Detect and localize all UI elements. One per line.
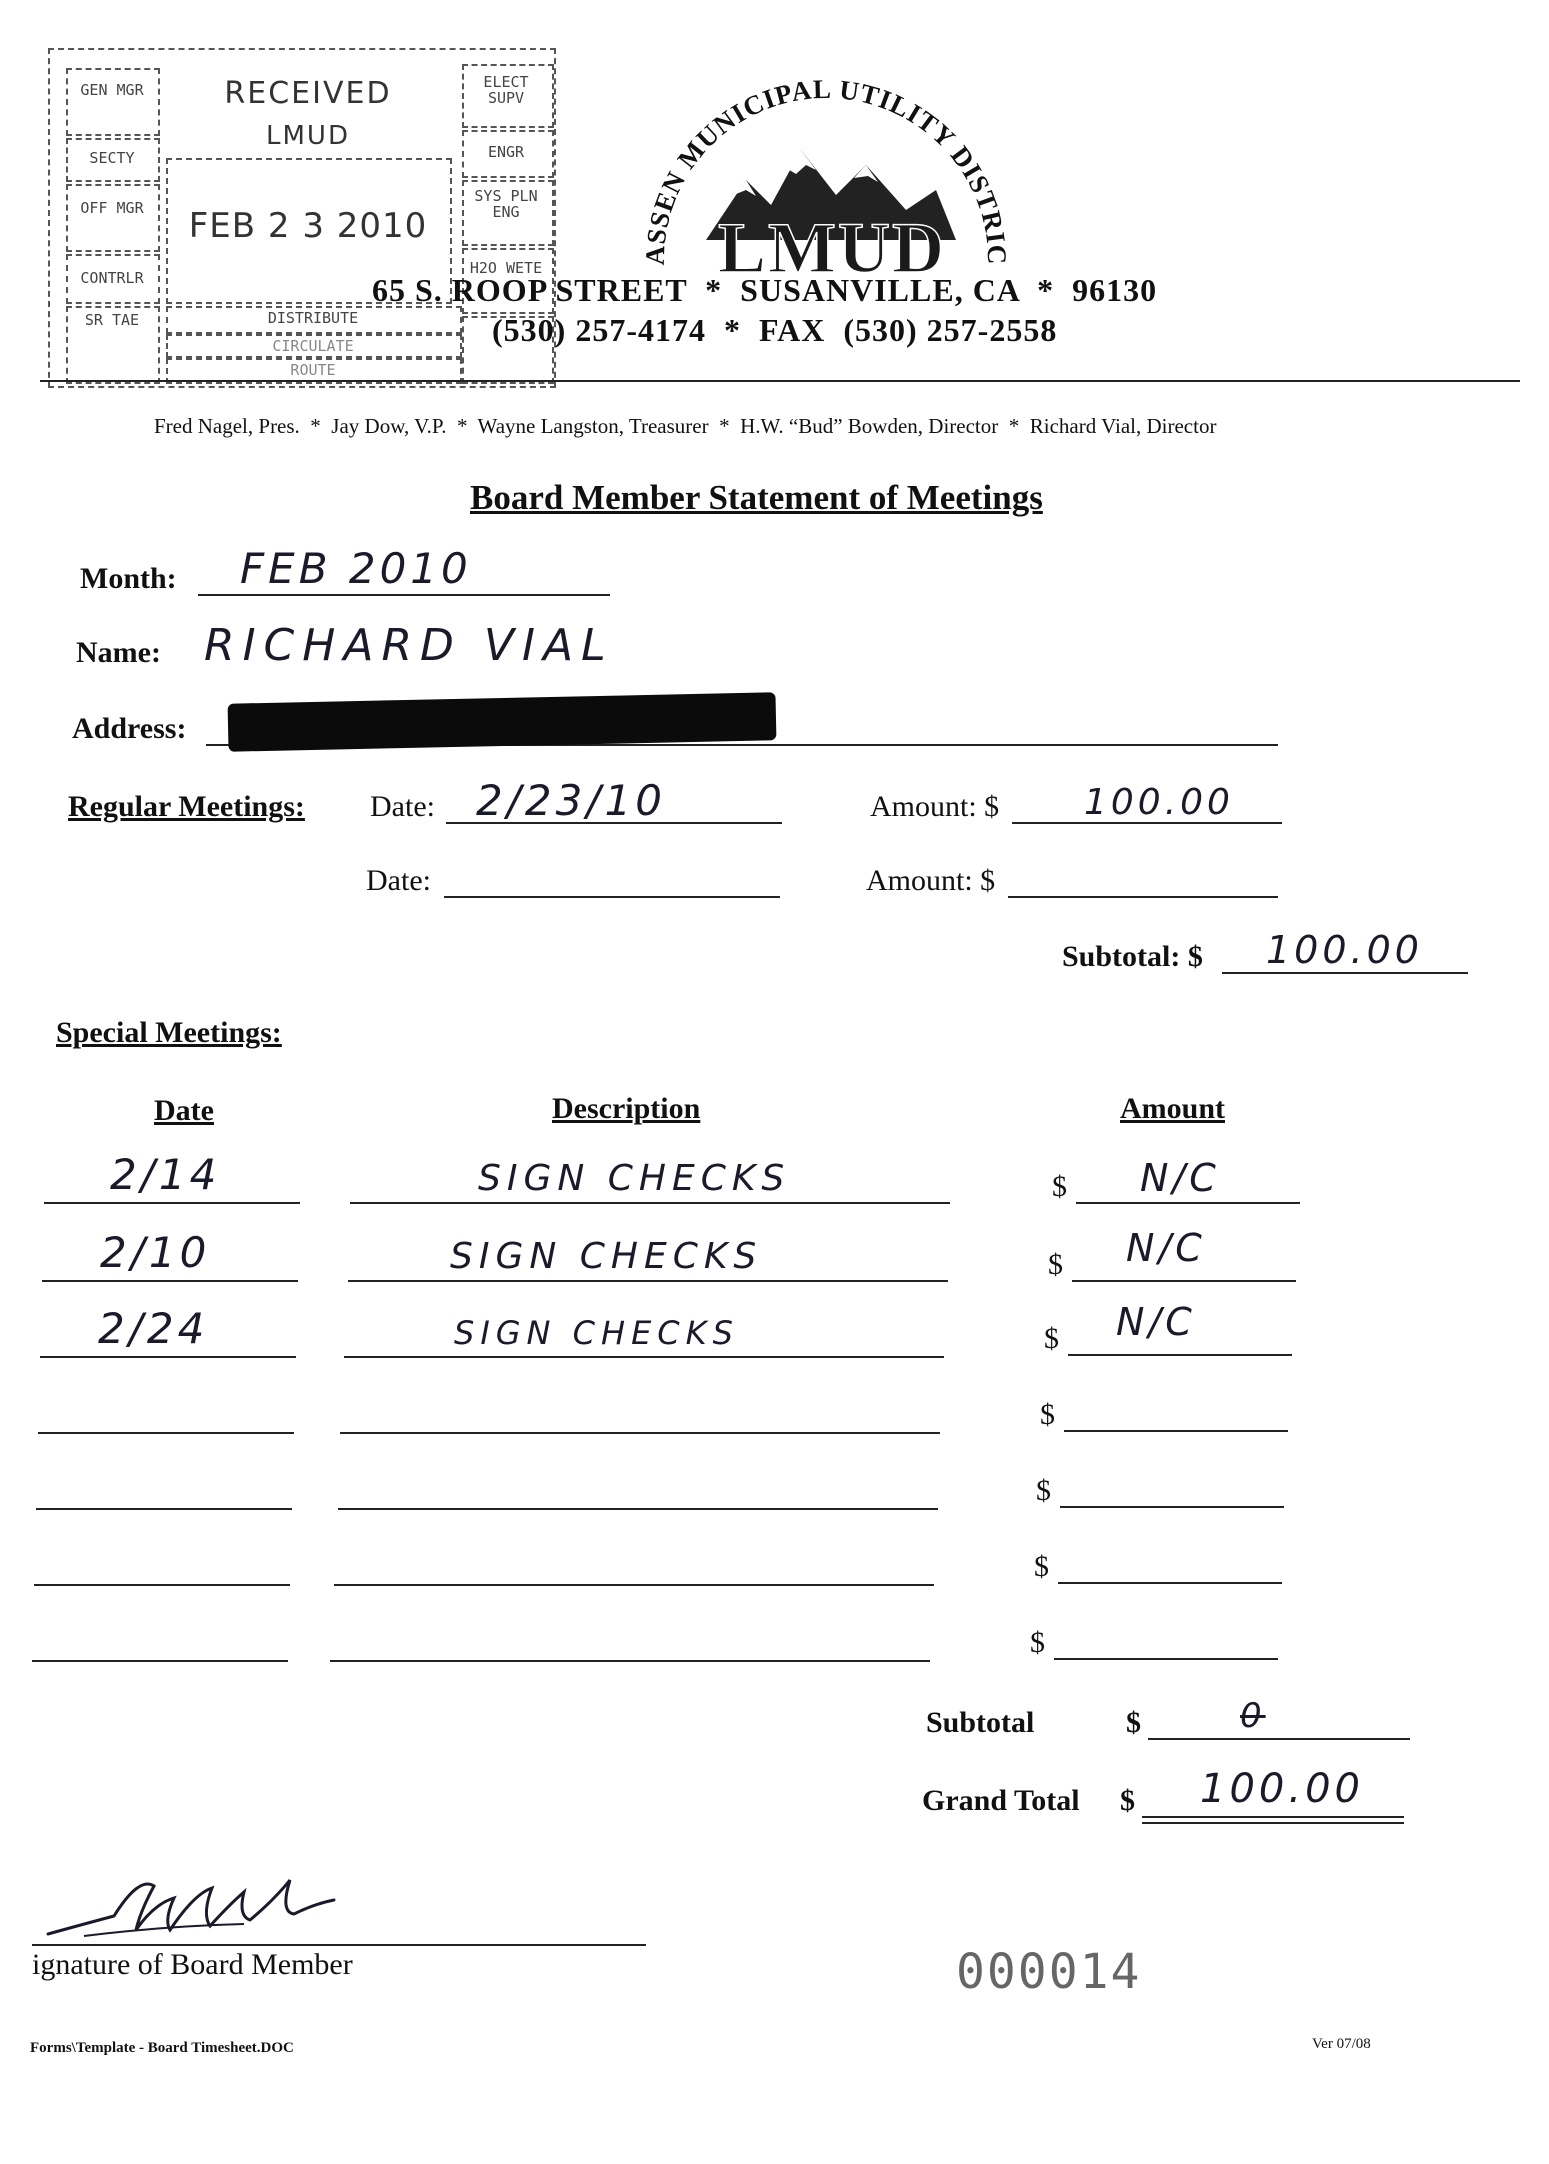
- special-amount-line-2: [1072, 1280, 1296, 1282]
- special-date-line-6: [34, 1584, 290, 1586]
- regular-date-line-2: [444, 896, 780, 898]
- month-value: FEB 2010: [240, 544, 472, 593]
- phone-line: (530) 257-4174 * FAX (530) 257-2558: [492, 312, 1058, 348]
- special-currency-2: $: [1048, 1248, 1063, 1281]
- special-amount-line-7: [1054, 1658, 1278, 1660]
- board-members-line: Fred Nagel, Pres. * Jay Dow, V.P. * Wayne Langston, Treasurer * H.W. “Bud” Bowden, Director * Richard Vial, Director: [154, 414, 1217, 438]
- stamp-cell-gen-mgr: GEN MGR: [80, 81, 144, 99]
- address-redaction: [228, 692, 777, 751]
- regular-subtotal-label: Subtotal: $: [1062, 940, 1203, 973]
- special-amount-line-3: [1068, 1354, 1292, 1356]
- regular-amount-label-1: Amount: $: [870, 790, 1000, 823]
- signature-label: ignature of Board Member: [32, 1948, 353, 1981]
- special-amount-line-6: [1058, 1582, 1282, 1584]
- stamp-org: LMUD: [266, 121, 350, 151]
- name-value: RICHARD VIAL: [204, 620, 614, 671]
- special-currency-1: $: [1052, 1170, 1067, 1203]
- stamp-cell-h2o: H2O WETE: [469, 259, 543, 277]
- grand-total-line-1: [1142, 1816, 1404, 1818]
- special-subtotal-currency: $: [1126, 1706, 1141, 1739]
- grand-total-currency: $: [1120, 1784, 1135, 1817]
- special-date-line-3: [40, 1356, 296, 1358]
- special-desc-line-3: [344, 1356, 944, 1358]
- special-date-value-3: 2/24: [98, 1304, 209, 1353]
- address-line: 65 S. ROOP STREET * SUSANVILLE, CA * 96130: [372, 272, 1158, 308]
- stamp-cell-secty: SECTY: [89, 149, 135, 167]
- special-amount-line-5: [1060, 1506, 1284, 1508]
- grand-total-value: 100.00: [1200, 1766, 1364, 1812]
- stamp-received: RECEIVED: [224, 76, 392, 111]
- special-amount-value-2: N/C: [1126, 1226, 1206, 1270]
- regular-date-label-1: Date:: [370, 790, 435, 823]
- col-description-header: Description: [552, 1092, 701, 1125]
- special-subtotal-value: 0: [1240, 1696, 1266, 1736]
- regular-meetings-label: Regular Meetings:: [68, 790, 305, 823]
- month-label: Month:: [80, 562, 177, 595]
- special-amount-value-1: N/C: [1140, 1156, 1220, 1200]
- document-number: 000014: [956, 1944, 1142, 2000]
- special-date-line-4: [38, 1432, 294, 1434]
- stamp-cell-sr-tae: SR TAE: [84, 311, 140, 329]
- lmud-logo: [636, 70, 1016, 280]
- special-desc-line-6: [334, 1584, 934, 1586]
- footer-version: Ver 07/08: [1312, 2036, 1371, 2052]
- stamp-distribute: DISTRIBUTE: [267, 309, 359, 327]
- special-date-line-7: [32, 1660, 288, 1662]
- board-member-signature: [44, 1864, 364, 1944]
- regular-amount-line-2: [1008, 896, 1278, 898]
- regular-date-value-1: 2/23/10: [476, 776, 666, 825]
- special-amount-line-4: [1064, 1430, 1288, 1432]
- stamp-circulate: CIRCULATE: [272, 337, 354, 355]
- special-currency-4: $: [1040, 1398, 1055, 1431]
- stamp-cell-elect-supv: ELECT SUPV: [483, 73, 529, 107]
- special-currency-6: $: [1034, 1550, 1049, 1583]
- stamp-cell-sys-pln: SYS PLN ENG: [474, 187, 538, 221]
- special-date-line-2: [42, 1280, 298, 1282]
- address-label: Address:: [72, 712, 187, 745]
- regular-amount-label-2: Amount: $: [866, 864, 996, 897]
- special-desc-value-2: SIGN CHECKS: [450, 1236, 763, 1277]
- stamp-date: FEB 2 3 2010: [188, 206, 428, 246]
- special-desc-line-4: [340, 1432, 940, 1434]
- col-date-header: Date: [154, 1094, 214, 1127]
- stamp-route: ROUTE: [290, 361, 336, 379]
- stamp-cell-off-mgr: OFF MGR: [80, 199, 144, 217]
- col-amount-header: Amount: [1120, 1092, 1226, 1125]
- special-date-value-2: 2/10: [100, 1228, 211, 1277]
- special-desc-line-1: [350, 1202, 950, 1204]
- special-date-line-5: [36, 1508, 292, 1510]
- month-line: [198, 594, 610, 596]
- special-currency-5: $: [1036, 1474, 1051, 1507]
- footer-template-path: Forms\Template - Board Timesheet.DOC: [30, 2040, 294, 2056]
- logo-initials: LMUD: [718, 208, 946, 280]
- header-rule: [40, 380, 1520, 382]
- special-desc-line-7: [330, 1660, 930, 1662]
- special-date-line-1: [44, 1202, 300, 1204]
- logo-arc-text: ASSEN MUNICIPAL UTILITY DISTRIC: [639, 73, 1013, 266]
- regular-amount-value-1: 100.00: [1084, 782, 1234, 823]
- received-stamp: [48, 48, 556, 388]
- special-desc-value-1: SIGN CHECKS: [478, 1158, 791, 1199]
- form-title: Board Member Statement of Meetings: [470, 478, 1043, 517]
- special-subtotal-label: Subtotal: [926, 1706, 1035, 1739]
- stamp-cell-engr: ENGR: [487, 143, 525, 161]
- signature-line: [32, 1944, 646, 1946]
- special-amount-line-1: [1076, 1202, 1300, 1204]
- stamp-cell-contrlr: CONTRLR: [80, 269, 144, 287]
- special-currency-3: $: [1044, 1322, 1059, 1355]
- special-desc-line-2: [348, 1280, 948, 1282]
- regular-subtotal-line: [1222, 972, 1468, 974]
- special-desc-line-5: [338, 1508, 938, 1510]
- grand-total-line-2: [1142, 1822, 1404, 1824]
- name-label: Name:: [76, 636, 161, 669]
- special-currency-7: $: [1030, 1626, 1045, 1659]
- special-amount-value-3: N/C: [1116, 1300, 1196, 1344]
- special-meetings-label: Special Meetings:: [56, 1016, 282, 1049]
- regular-subtotal-value: 100.00: [1266, 928, 1423, 972]
- regular-date-label-2: Date:: [366, 864, 431, 897]
- special-subtotal-line: [1148, 1738, 1410, 1740]
- special-date-value-1: 2/14: [110, 1150, 221, 1199]
- special-desc-value-3: SIGN CHECKS: [454, 1314, 739, 1352]
- grand-total-label: Grand Total: [922, 1784, 1080, 1817]
